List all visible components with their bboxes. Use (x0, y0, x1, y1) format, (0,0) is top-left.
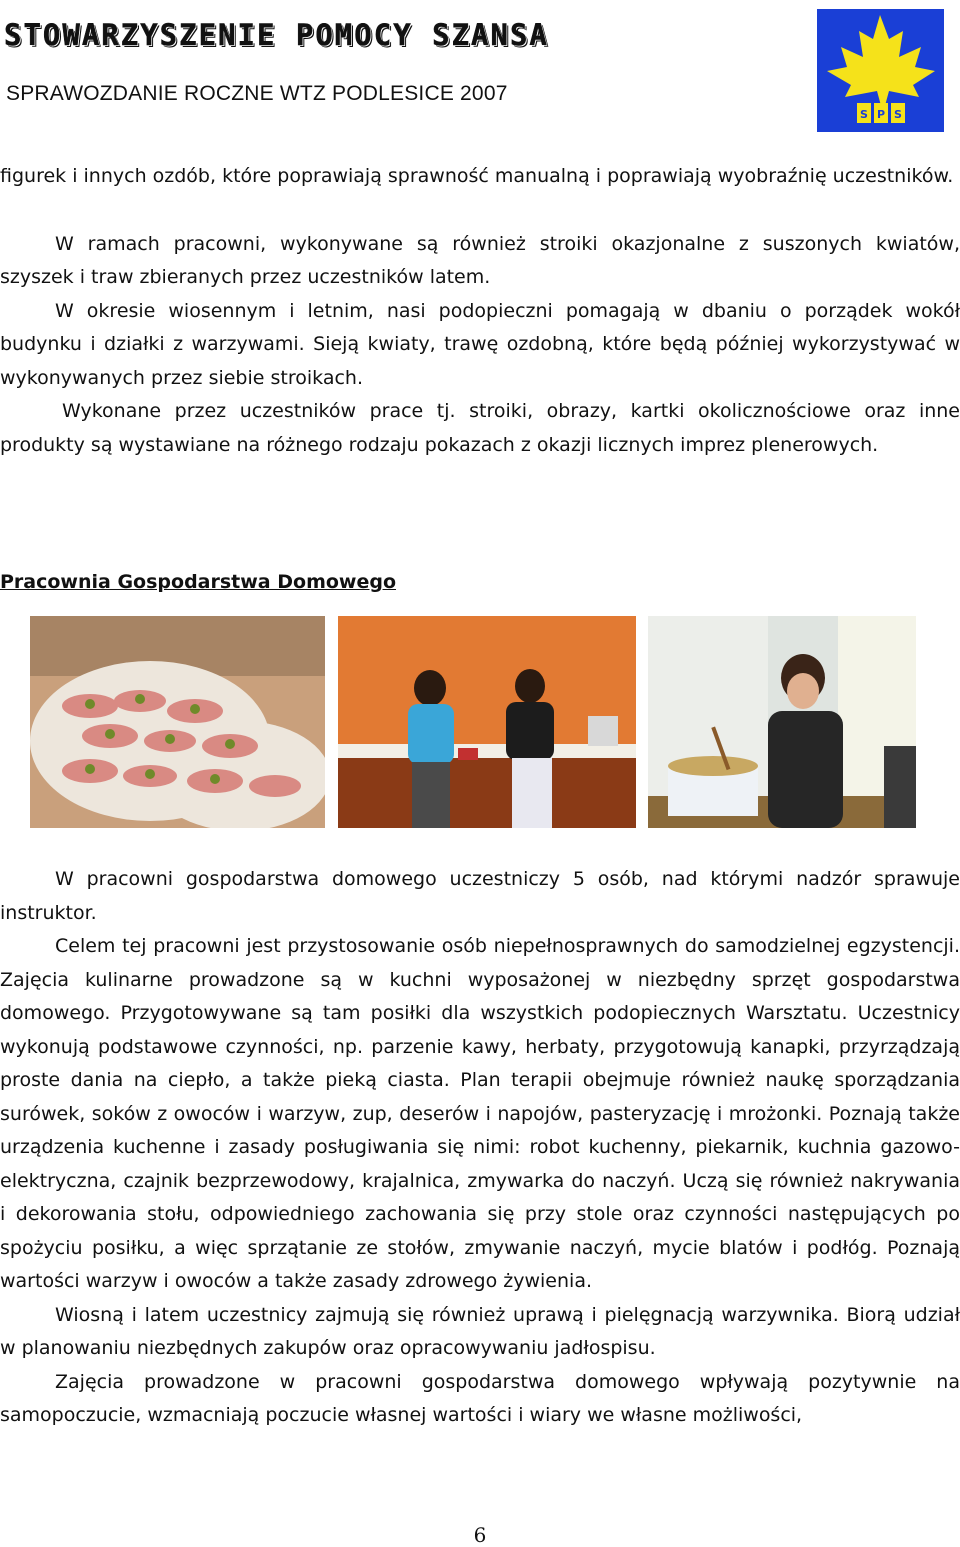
report-title: SPRAWOZDANIE ROCZNE WTZ PODLESICE 2007 (6, 82, 508, 105)
paragraph: W pracowni gospodarstwa domowego uczestniczy 5 osób, nad którymi nadzór sprawuje instruktor. (0, 868, 960, 924)
paragraph: W ramach pracowni, wykonywane są również stroiki okazjonalne z suszonych kwiatów, szyszek i traw zbieranych przez uczestników latem. (0, 232, 960, 288)
page-number: 6 (473, 1523, 487, 1547)
paragraph: W okresie wiosennym i letnim, nasi podopieczni pomagają w dbaniu o porządek wokół budynku i działki z warzywami. Sieją kwiaty, trawę ozdobną, które będą później wykorzystywać w wykonywanych przez siebie stroikach. (0, 299, 960, 389)
sandwiches-photo (30, 616, 325, 828)
page-header (0, 0, 960, 140)
organization-logo (817, 9, 944, 132)
paragraph: Celem tej pracowni jest przystosowanie osób niepełnosprawnych do samodzielnej egzystencji. Zajęcia kulinarne prowadzone są w kuchni wyposażonej w niezbędny sprzęt gospodarstwa domowego. Przygotowywane są tam posiłki dla wszystkich podopiecznych Warsztatu. Uczestnicy wykonują podstawowe czynności, np. parzenie kawy, herbaty, przygotowują kanapki, przyrządzają proste dania na ciepło, a także pieką ciasta. Plan terapii obejmuje również naukę sporządzania surówek, soków z owoców i warzyw, zup, deserów i napojów, pasteryzację i mrożonki. Poznają także urządzenia kuchenne i zasady posługiwania się nimi: robot kuchenny, piekarnik, kuchnia gazowo-elektryczna, czajnik bezprzewodowy, krajalnica, zmywarka do naczyń. Uczą się również nakrywania i dekorowania stołu, odpowiedniego zachowania się przy stole oraz czynności następujących po spożyciu posiłku, a więc sprzątanie ze stołów, zmywanie naczyń, mycie blatów i podłóg. Poznają wartości warzyw i owoców a także zasady zdrowego żywienia. (0, 935, 960, 1292)
paragraph: Wiosną i latem uczestnicy zajmują się również uprawą i pielęgnacją warzywnika. Biorą udział w planowaniu niezbędnych zakupów oraz opracowywaniu jadłospisu. (0, 1303, 960, 1359)
svg-text:P: P (876, 108, 886, 121)
top-text-block (0, 160, 960, 462)
organization-name: STOWARZYSZENIE POMOCY SZANSA (4, 18, 549, 52)
paragraph: Zajęcia prowadzone w pracowni gospodarstwa domowego wpływają pozytywnie na samopoczucie, wzmacniają poczucie własnej wartości i wiary we własne możliwości, (0, 1370, 960, 1426)
svg-text:S: S (860, 108, 868, 121)
bottom-text-block (0, 863, 960, 1433)
cooking-photo (648, 616, 916, 828)
maple-leaf-icon (817, 9, 944, 132)
section-heading: Pracownia Gospodarstwa Domowego (0, 571, 397, 593)
paragraph: Wykonane przez uczestników prace tj. stroiki, obrazy, kartki okolicznościowe oraz inne produkty są wystawiane na różnego rodzaju pokazach z okazji licznych imprez plenerowych. (0, 400, 960, 456)
kitchen-photo (338, 616, 636, 828)
svg-text:S: S (894, 108, 902, 121)
photo-strip (0, 616, 960, 831)
paragraph: figurek i innych ozdób, które poprawiają sprawność manualną i poprawiają wyobraźnię uczestników. (0, 165, 954, 187)
